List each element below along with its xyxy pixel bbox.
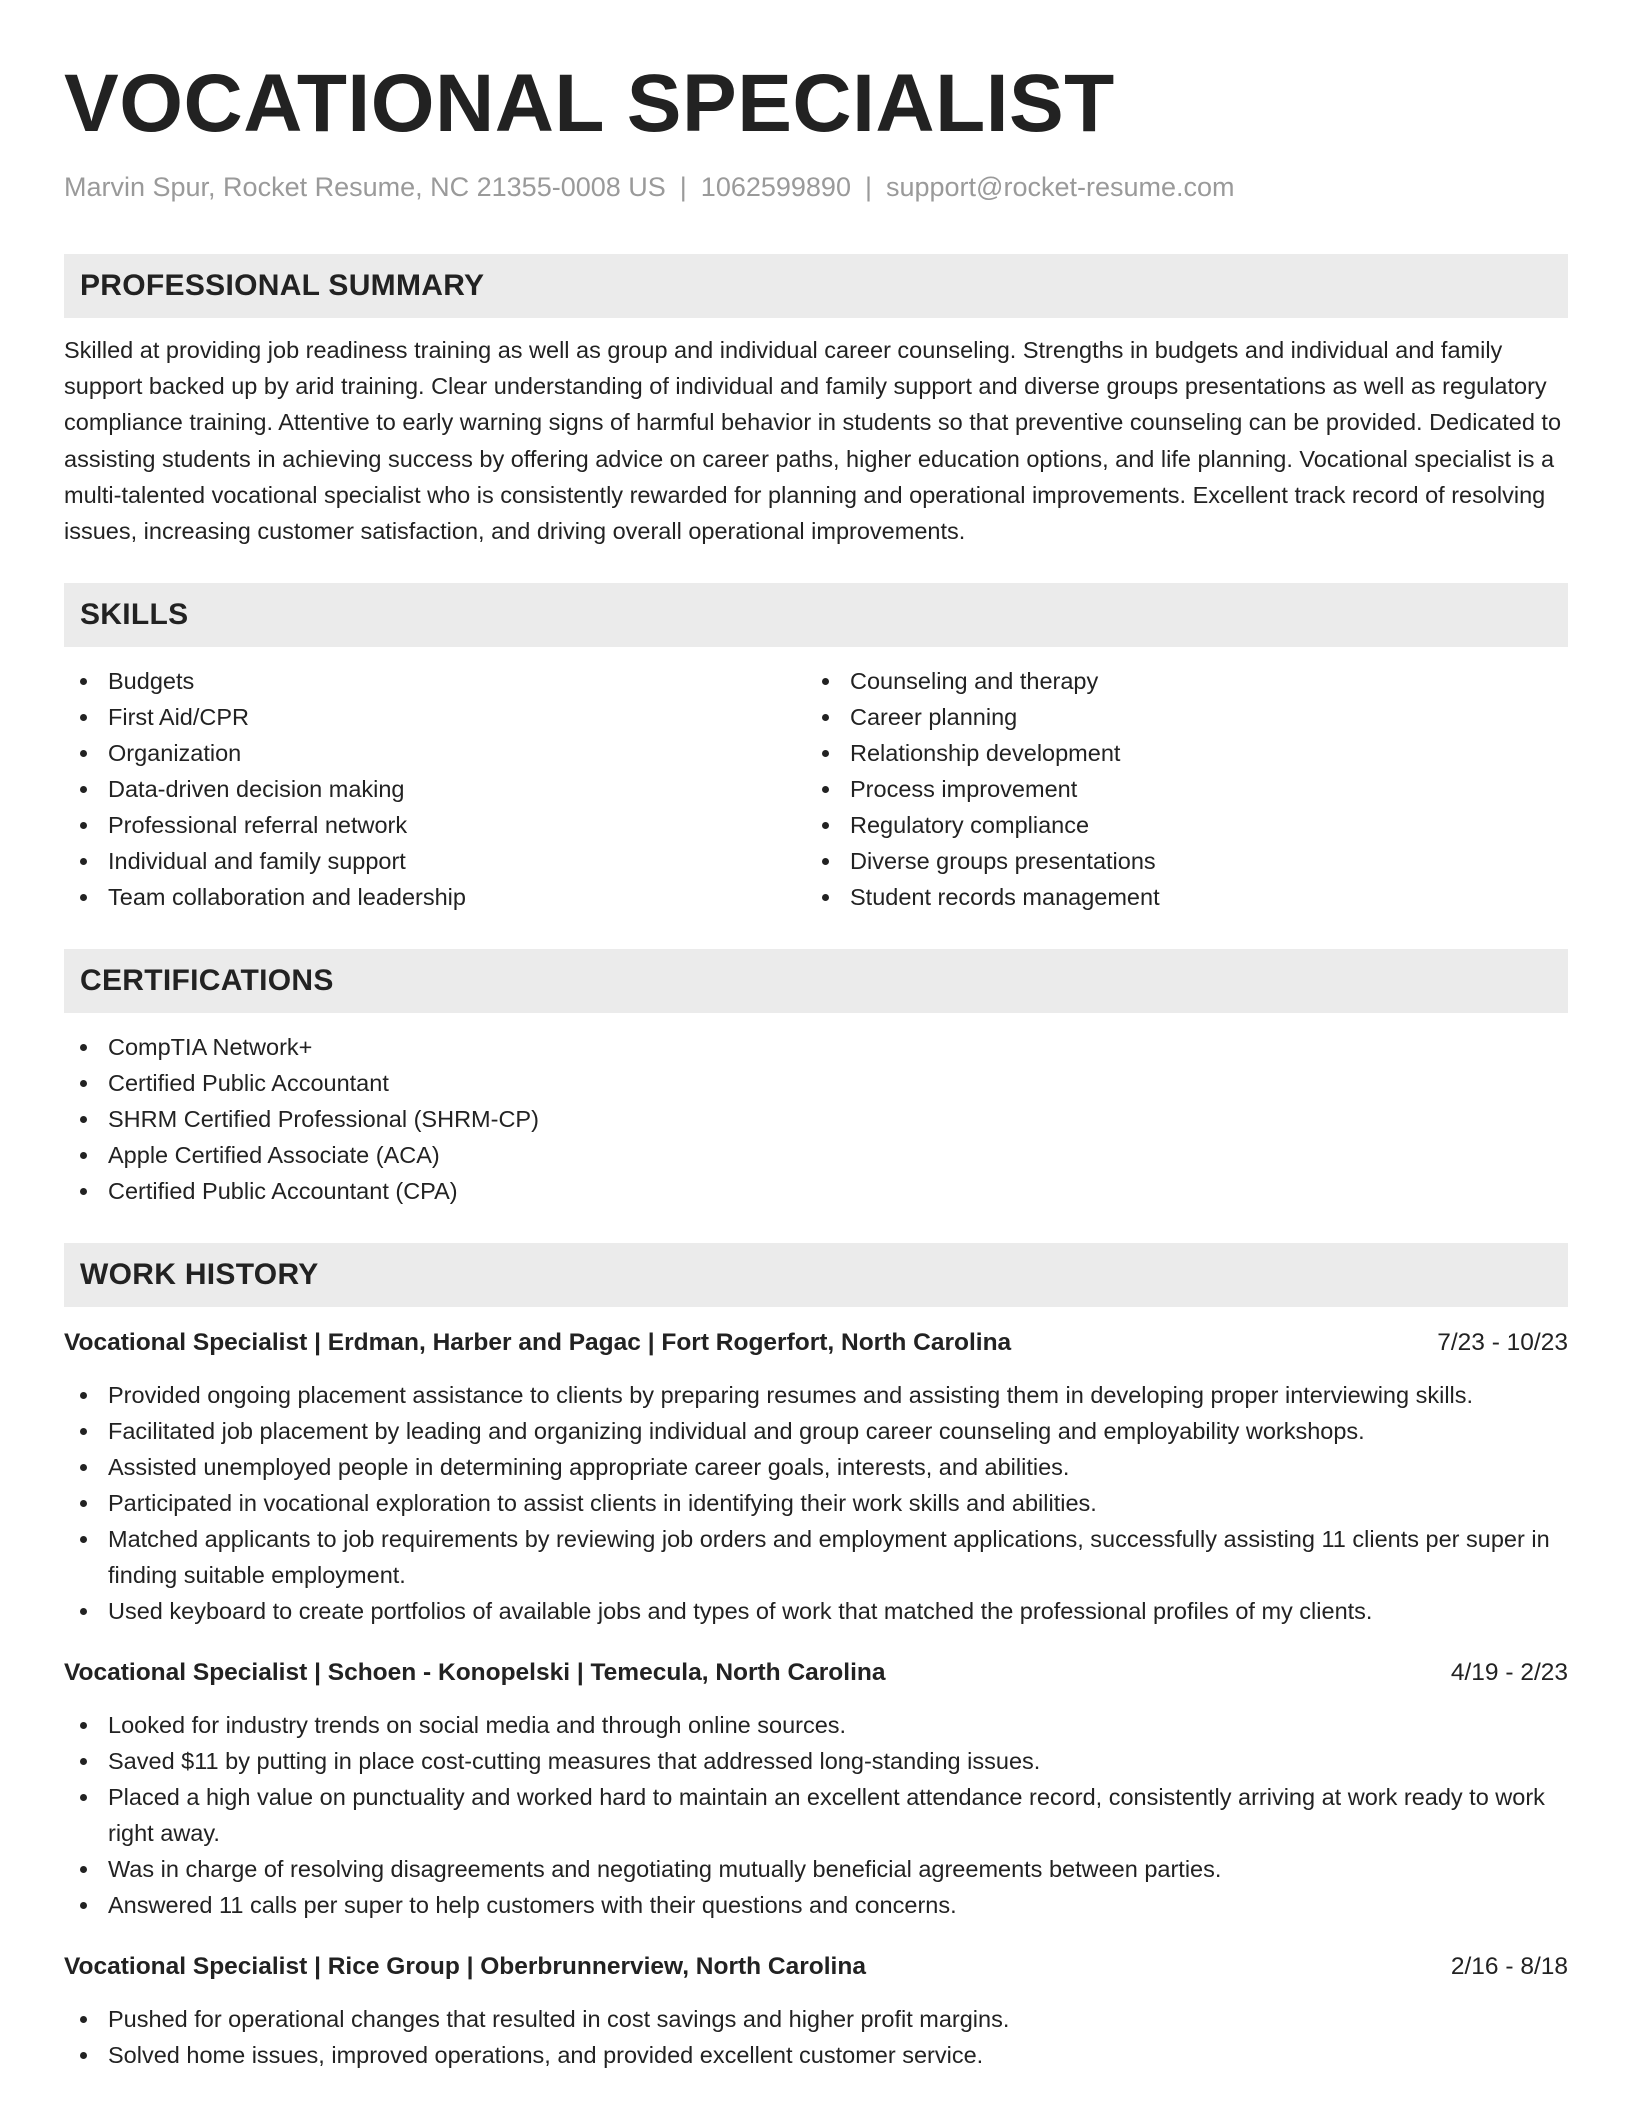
contact-separator: | [864,172,872,202]
job-bullet: Pushed for operational changes that resulted in cost savings and higher profit margins. [64,2001,1568,2037]
skills-grid [64,663,1568,915]
job-dates: 2/16 - 8/18 [1450,1953,1568,1981]
job-bullet: Participated in vocational exploration to assist clients in identifying their work skills and abilities. [64,1485,1568,1521]
job-bullets [64,2001,1568,2073]
contact-address: Marvin Spur, Rocket Resume, NC 21355-0008 US [64,172,666,202]
job-header [64,1949,1568,1985]
skill-item: Professional referral network [64,807,806,843]
section-heading-skills: SKILLS [64,583,1568,647]
skill-item: Process improvement [806,771,1548,807]
job-dates: 7/23 - 10/23 [1437,1329,1568,1357]
job-entry [64,1655,1568,1923]
skill-item: Budgets [64,663,806,699]
summary-text: Skilled at providing job readiness training as well as group and individual career counseling. Strengths in budgets and individual and family support backed up by arid training. Clear understanding of individual and family support and diverse groups presentations as well as regulatory compliance training. Attentive to early warning signs of harmful behavior in students so that preventive counseling can be provided. Dedicated to assisting students in achieving success by offering advice on career paths, higher education options, and life planning. Vocational specialist is a multi-talented vocational specialist who is consistently rewarded for planning and operational improvements. Excellent track record of resolving issues, increasing customer satisfaction, and driving overall operational improvements. [64,337,1562,545]
certification-item: Certified Public Accountant [64,1065,1568,1101]
job-bullet: Saved $11 by putting in place cost-cutting measures that addressed long-standing issues. [64,1743,1568,1779]
certification-item: Apple Certified Associate (ACA) [64,1137,1568,1173]
skill-item: Relationship development [806,735,1548,771]
job-dates: 4/19 - 2/23 [1450,1659,1568,1687]
job-bullet: Matched applicants to job requirements by reviewing job orders and employment applications, successfully assisting 11 clients per super in finding suitable employment. [64,1521,1568,1593]
contact-email: support@rocket-resume.com [885,172,1235,202]
contact-separator: | [679,172,687,202]
section-heading-summary: PROFESSIONAL SUMMARY [64,254,1568,318]
job-bullet: Was in charge of resolving disagreements and negotiating mutually beneficial agreements between parties. [64,1851,1568,1887]
job-entry [64,1949,1568,2073]
skill-item: Student records management [806,879,1548,915]
skill-item: Regulatory compliance [806,807,1548,843]
certification-item: SHRM Certified Professional (SHRM-CP) [64,1101,1568,1137]
skill-item: Team collaboration and leadership [64,879,806,915]
contact-phone: 1062599890 [700,172,851,202]
job-entry [64,1325,1568,1629]
skill-item: Individual and family support [64,843,806,879]
job-header [64,1655,1568,1691]
job-bullet: Provided ongoing placement assistance to clients by preparing resumes and assisting them in developing proper interviewing skills. [64,1377,1568,1413]
job-bullet: Solved home issues, improved operations, and provided excellent customer service. [64,2037,1568,2073]
job-bullet: Answered 11 calls per super to help customers with their questions and concerns. [64,1887,1568,1923]
job-title: Vocational Specialist | Rice Group | Oberbrunnerview, North Carolina [64,1953,866,1981]
job-bullets [64,1377,1568,1629]
certifications-list [64,1029,1568,1209]
skills-list-right [806,663,1548,915]
skills-list-left [64,663,806,915]
job-bullet: Placed a high value on punctuality and worked hard to maintain an excellent attendance record, consistently arriving at work ready to work right away. [64,1779,1568,1851]
section-heading-work-history: WORK HISTORY [64,1243,1568,1307]
job-bullet: Used keyboard to create portfolios of available jobs and types of work that matched the professional profiles of my clients. [64,1593,1568,1629]
skill-item: Diverse groups presentations [806,843,1548,879]
skill-item: Counseling and therapy [806,663,1548,699]
job-bullets [64,1707,1568,1923]
skill-item: First Aid/CPR [64,699,806,735]
contact-line [64,170,1568,204]
job-title: Vocational Specialist | Erdman, Harber and Pagac | Fort Rogerfort, North Carolina [64,1329,1012,1357]
job-bullet: Facilitated job placement by leading and organizing individual and group career counseling and employability workshops. [64,1413,1568,1449]
certification-item: CompTIA Network+ [64,1029,1568,1065]
job-bullet: Looked for industry trends on social media and through online sources. [64,1707,1568,1743]
resume-title: VOCATIONAL SPECIALIST [64,58,1115,149]
certification-item: Certified Public Accountant (CPA) [64,1173,1568,1209]
skill-item: Organization [64,735,806,771]
section-heading-certifications: CERTIFICATIONS [64,949,1568,1013]
job-title: Vocational Specialist | Schoen - Konopelski | Temecula, North Carolina [64,1659,886,1687]
job-header [64,1325,1568,1361]
skill-item: Data-driven decision making [64,771,806,807]
job-bullet: Assisted unemployed people in determining appropriate career goals, interests, and abilities. [64,1449,1568,1485]
skill-item: Career planning [806,699,1548,735]
